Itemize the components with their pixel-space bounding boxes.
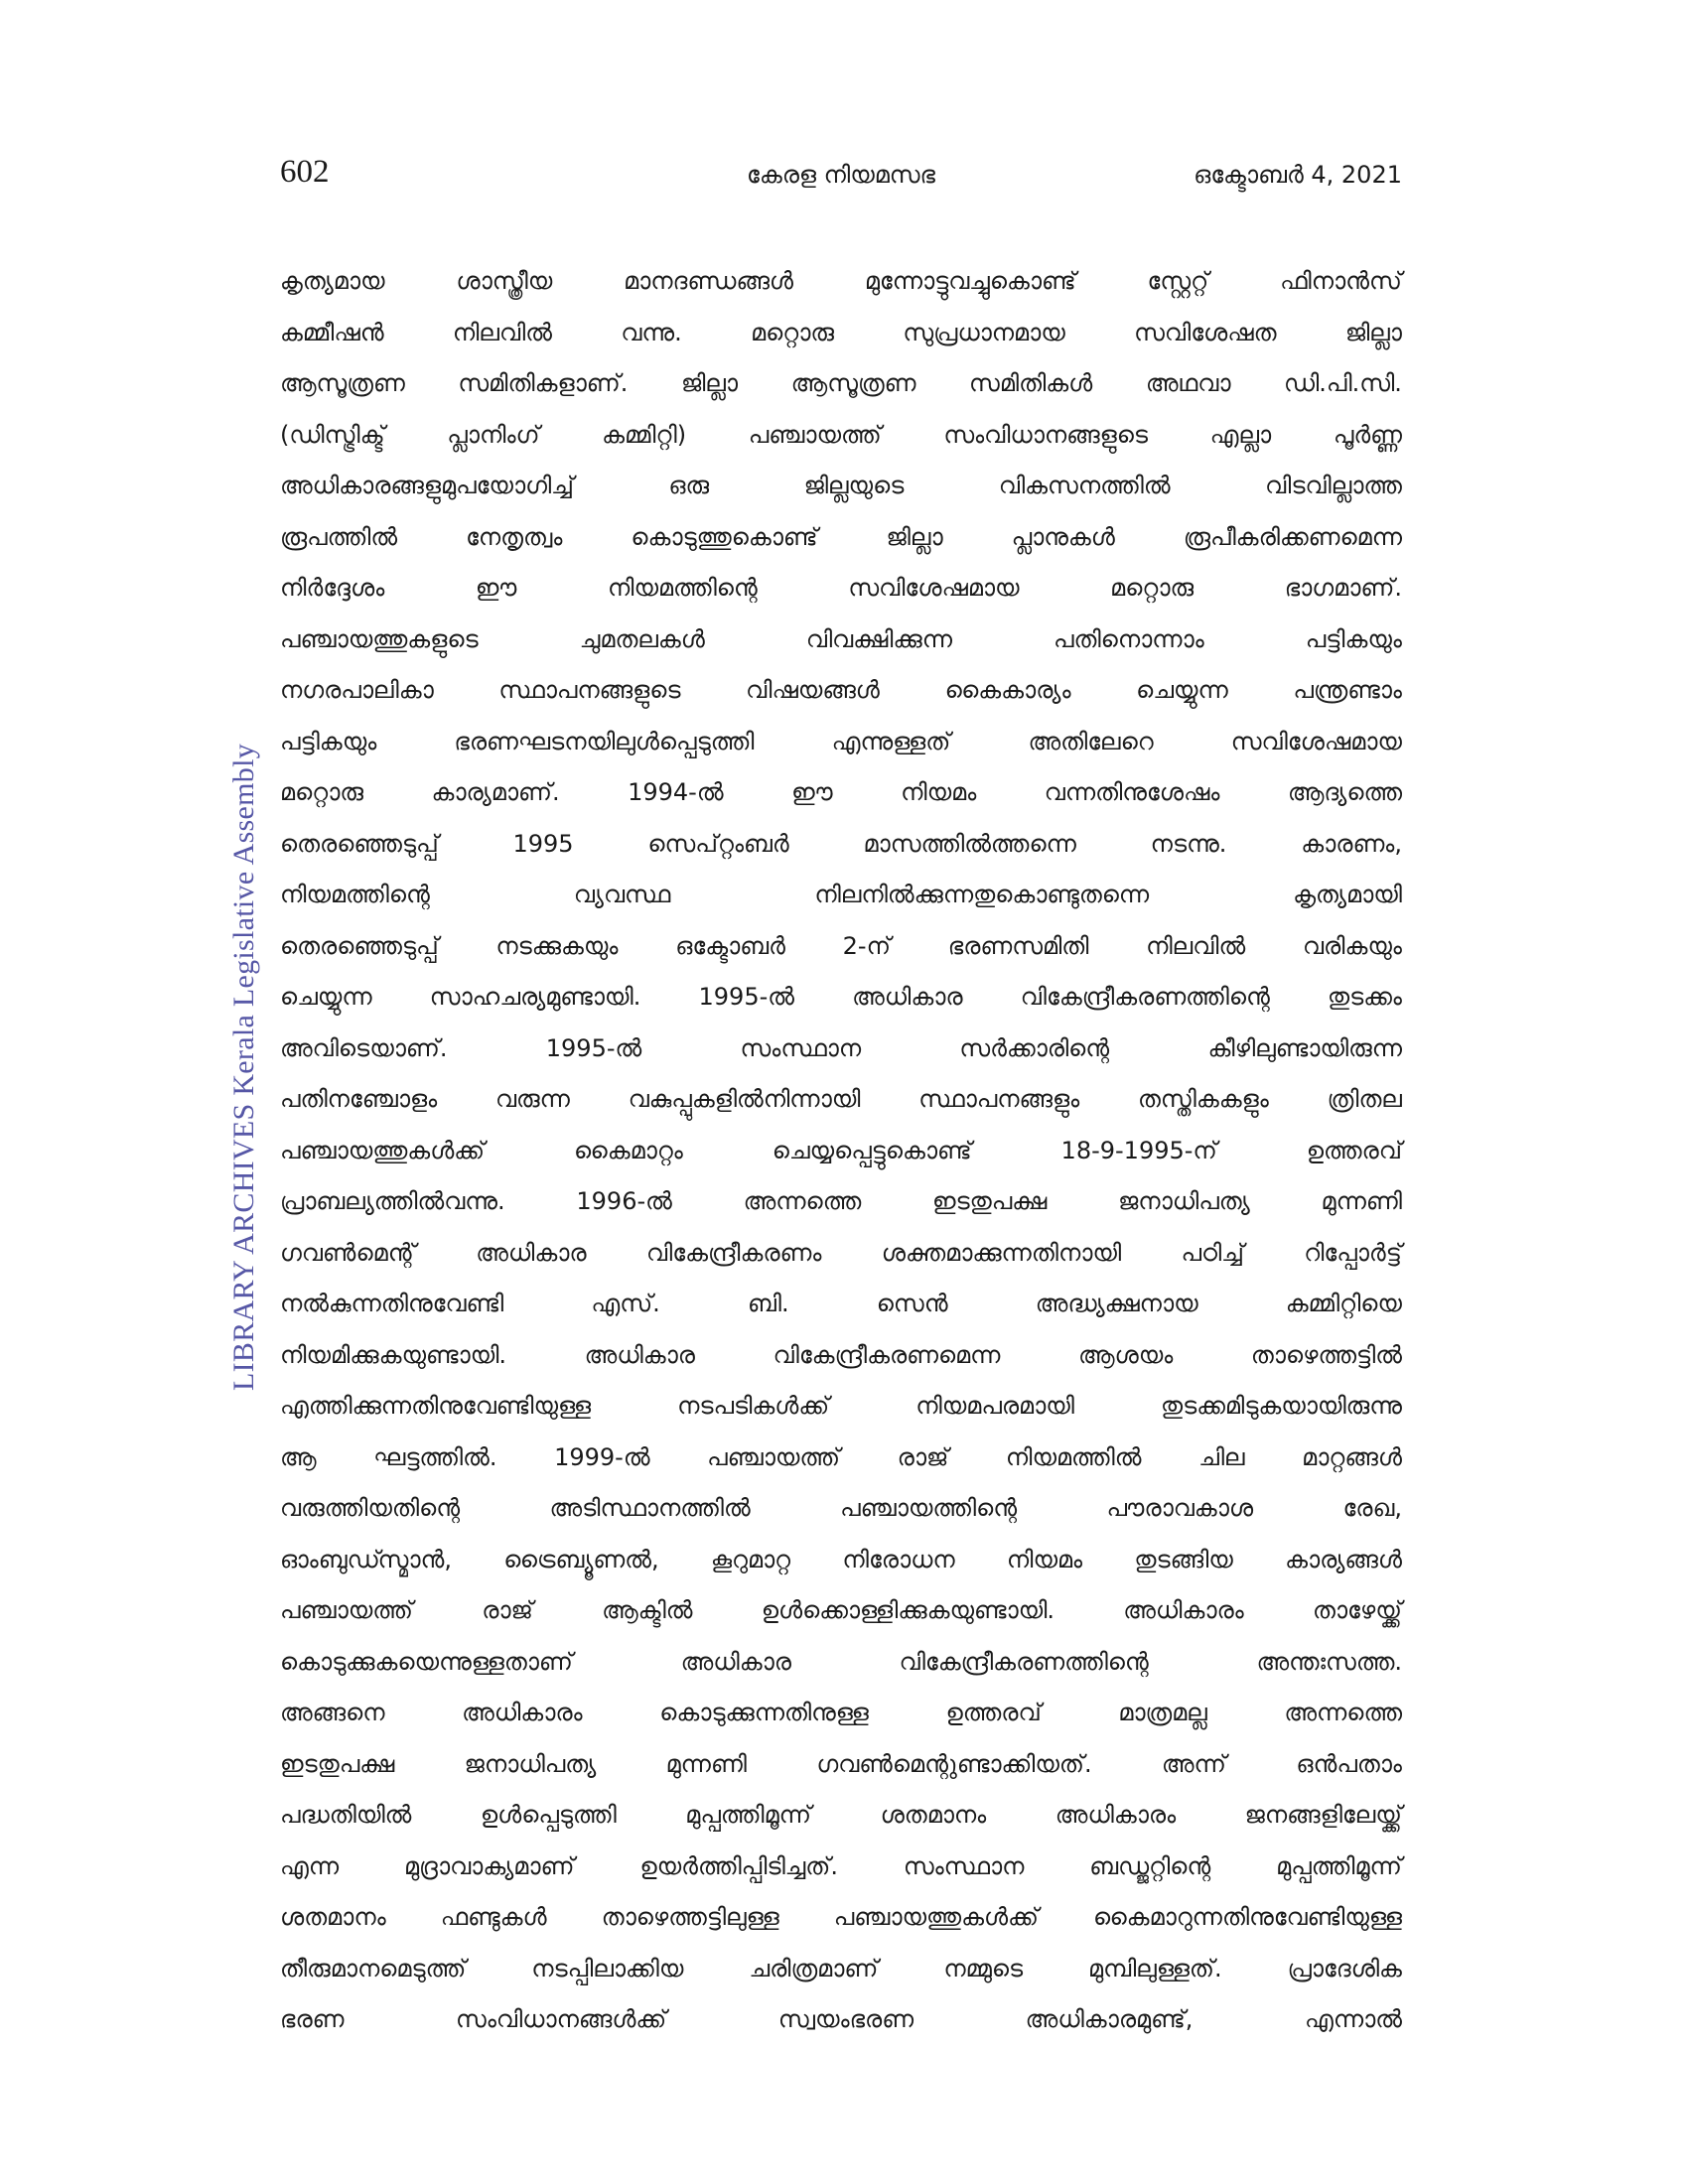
- word: തുടക്കമിടുകയായിരുന്നു: [1161, 1392, 1402, 1420]
- word: കമ്മിറ്റി): [602, 420, 687, 449]
- word: 1995-ൽ: [545, 1033, 642, 1062]
- word: ഭരണഘടനയിലുൾപ്പെടുത്തി: [454, 727, 755, 755]
- word: നടപടികൾക്ക്: [677, 1392, 830, 1420]
- word: 1999-ൽ: [554, 1442, 650, 1471]
- word: പട്ടികയും: [280, 727, 377, 755]
- word: കൊടുത്തുകൊണ്ട്: [631, 522, 818, 551]
- word: നടക്കുകയും: [495, 931, 619, 960]
- word: കാര്യങ്ങൾ: [1285, 1545, 1402, 1573]
- word: അന്ന്: [1161, 1749, 1226, 1778]
- word: നഗരപാലികാ: [280, 676, 434, 704]
- word: തുടങ്ങിയ: [1134, 1545, 1233, 1573]
- word: നിലവിൽ: [1146, 931, 1246, 960]
- word: മുദ്രാവാക്യമാണ്: [403, 1851, 575, 1880]
- text-line: [280, 1126, 1402, 1177]
- word: പതിനഞ്ചോളം: [280, 1085, 438, 1113]
- word: ചെയ്യുന്ന: [1136, 676, 1228, 704]
- word: നിർദ്ദേശം: [280, 574, 385, 602]
- word: പ്രാദേശിക: [1287, 1954, 1402, 1982]
- word: തീരുമാനമെടുത്ത്: [280, 1954, 467, 1982]
- word: ജനാധിപത്യ: [464, 1749, 597, 1778]
- text-line: [280, 308, 1402, 359]
- text-line: [280, 512, 1402, 564]
- word: കൃത്യമായ: [280, 267, 385, 295]
- word: ഘട്ടത്തിൽ.: [373, 1442, 497, 1471]
- word: ജില്ലാ: [886, 522, 943, 551]
- word: ചില: [1198, 1442, 1245, 1471]
- word: പഞ്ചായത്തുകളുടെ: [280, 624, 479, 653]
- text-line: [280, 1637, 1402, 1689]
- word: പഞ്ചായത്തുകൾക്ക്: [280, 1136, 486, 1164]
- word: ഇടതുപക്ഷ: [932, 1187, 1048, 1215]
- word: താഴെത്തട്ടിൽ: [1250, 1340, 1402, 1369]
- word: അധികാരങ്ങളുമുപയോഗിച്ച്: [280, 472, 574, 499]
- word: ഒക്ടോബർ: [675, 931, 785, 960]
- word: നിലനിൽക്കുന്നതുകൊണ്ടുതന്നെ: [814, 881, 1150, 908]
- word: 1995: [512, 829, 574, 858]
- word: അന്നത്തെ: [743, 1187, 862, 1215]
- word: നിരോധന: [842, 1545, 955, 1573]
- word: മാസത്തിൽത്തന്നെ: [863, 829, 1076, 858]
- word: ചെയ്യപ്പെട്ടുകൊണ്ട്: [772, 1136, 972, 1164]
- word: രാജ്: [482, 1596, 533, 1624]
- word: മുന്നണി: [665, 1749, 748, 1778]
- word: നിയമപരമായി: [915, 1392, 1075, 1420]
- text-line: [280, 870, 1402, 921]
- word: വിടവില്ലാത്ത: [1265, 472, 1402, 499]
- word: സ്റ്റേറ്റ്: [1147, 267, 1209, 295]
- text-line: [280, 819, 1402, 871]
- word: സ്ഥാപനങ്ങളുടെ: [498, 676, 681, 704]
- word: പഞ്ചായത്തിന്റെ: [840, 1494, 1018, 1522]
- word: നിയമിക്കുകയുണ്ടായി.: [280, 1340, 507, 1369]
- text-line: [280, 767, 1402, 819]
- word: കൈമാറ്റം: [574, 1136, 683, 1164]
- text-line: [280, 1024, 1402, 1075]
- word: സമിതികളാണ്.: [458, 369, 629, 397]
- word: ഉയർത്തിപ്പിടിച്ചത്.: [639, 1851, 838, 1880]
- word: പഠിച്ച്: [1181, 1238, 1244, 1267]
- word: സാഹചര്യമുണ്ടായി.: [429, 983, 641, 1011]
- word: കമ്മീഷൻ: [280, 318, 384, 346]
- word: ആ: [280, 1442, 317, 1471]
- word: തസ്തികകളും: [1138, 1085, 1269, 1113]
- word: സമിതികൾ: [969, 369, 1093, 397]
- word: രേഖ,: [1342, 1494, 1402, 1522]
- word: അധികാര: [852, 983, 963, 1011]
- word: വികേന്ദ്രീകരണത്തിന്റെ: [899, 1647, 1149, 1676]
- word: അധികാര: [584, 1340, 695, 1369]
- word: ചരിത്രമാണ്: [749, 1954, 879, 1982]
- word: ഭാഗമാണ്.: [1284, 574, 1402, 602]
- word: കൈമാറുന്നതിനുവേണ്ടിയുള്ള: [1092, 1903, 1402, 1931]
- text-line: [280, 717, 1402, 768]
- text-line: [280, 1433, 1402, 1484]
- word: 1996-ൽ: [576, 1187, 672, 1215]
- word: ശാസ്ത്രീയ: [456, 267, 553, 295]
- word: താഴേയ്ക്ക്: [1313, 1596, 1402, 1624]
- word: അധികാരം: [1055, 1801, 1177, 1829]
- word: മറ്റൊരു: [751, 318, 835, 346]
- archive-watermark: LIBRARY ARCHIVES Kerala Legislative Assembly: [227, 743, 260, 1392]
- word: പഞ്ചായത്ത്: [707, 1442, 841, 1471]
- word: (ഡിസ്ട്രിക്ട്: [280, 420, 385, 449]
- word: താഴെത്തട്ടിലുള്ള: [601, 1903, 779, 1931]
- word: മുമ്പിലുള്ളത്.: [1088, 1954, 1222, 1982]
- word: ത്രിതല: [1327, 1085, 1402, 1113]
- word: ജനാധിപത്യ: [1118, 1187, 1250, 1215]
- word: പഞ്ചായത്തുകൾക്ക്: [833, 1903, 1039, 1931]
- body-text: [280, 256, 1402, 2046]
- text-line: [280, 1994, 1402, 2046]
- word: ബി.: [747, 1290, 789, 1317]
- word: ആസൂത്രണ: [790, 369, 916, 397]
- word: മുപ്പത്തിമൂന്ന്: [685, 1801, 812, 1829]
- text-line: [280, 1585, 1402, 1637]
- word: ജില്ലയുടെ: [803, 472, 905, 499]
- word: ഉൾക്കൊള്ളിക്കുകയുണ്ടായി.: [761, 1596, 1055, 1624]
- text-line: [280, 1688, 1402, 1739]
- word: രൂപീകരിക്കണമെന്ന: [1183, 522, 1402, 551]
- word: എസ്.: [591, 1290, 660, 1317]
- text-line: [280, 1228, 1402, 1280]
- text-line: [280, 1330, 1402, 1382]
- word: എത്തിക്കുന്നതിനുവേണ്ടിയുള്ള: [280, 1392, 592, 1420]
- word: മറ്റൊരു: [280, 778, 363, 806]
- word: വികേന്ദ്രീകരണത്തിന്റെ: [1020, 983, 1270, 1011]
- word: കൈകാര്യം: [944, 676, 1071, 704]
- text-line: [280, 256, 1402, 308]
- word: പട്ടികയും: [1305, 624, 1402, 653]
- word: തെരഞ്ഞെടുപ്പ്: [280, 931, 439, 960]
- word: വിഷയങ്ങൾ: [746, 676, 880, 704]
- word: കൂറുമാറ്റ: [710, 1545, 791, 1573]
- word: നടപ്പിലാക്കിയ: [531, 1954, 684, 1982]
- word: സുപ്രധാനമായ: [903, 318, 1065, 346]
- word: നിയമം: [901, 778, 977, 806]
- word: മാറ്റങ്ങൾ: [1302, 1442, 1402, 1471]
- word: കാരണം,: [1301, 829, 1402, 858]
- word: വന്നതിനുശേഷം: [1044, 778, 1220, 806]
- word: പദ്ധതിയിൽ: [280, 1801, 412, 1829]
- word: കൊടുക്കുന്നതിനുള്ള: [659, 1699, 869, 1726]
- text-line: [280, 1074, 1402, 1126]
- word: പഞ്ചായത്ത്: [748, 420, 882, 449]
- word: എന്ന: [280, 1851, 340, 1880]
- word: മാനദണ്ഡങ്ങൾ: [624, 267, 794, 295]
- word: സെപ്റ്റംബർ: [647, 829, 789, 858]
- word: സെൻ: [876, 1290, 948, 1317]
- word: അടിസ്ഥാനത്തിൽ: [549, 1494, 751, 1522]
- word: സവിശേഷമായ: [848, 574, 1020, 602]
- text-line: [280, 1483, 1402, 1535]
- word: തുടക്കം: [1328, 983, 1402, 1011]
- word: വികേന്ദ്രീകരണം: [645, 1238, 822, 1267]
- word: ഗവൺമെന്റുണ്ടാക്കിയത്.: [816, 1749, 1092, 1778]
- text-line: [280, 1790, 1402, 1842]
- word: സ്ഥാപനങ്ങളും: [918, 1085, 1080, 1113]
- word: സവിശേഷമായ: [1230, 727, 1402, 755]
- word: പ്ലാനുകൾ: [1011, 522, 1115, 551]
- word: ഗവൺമെന്റ്: [280, 1238, 416, 1267]
- text-line: [280, 1842, 1402, 1893]
- text-line: [280, 921, 1402, 973]
- word: അധികാര: [476, 1238, 587, 1267]
- running-title: കേരള നിയമസഭ: [746, 161, 936, 189]
- word: നിയമത്തിന്റെ: [280, 881, 430, 908]
- text-line: [280, 1279, 1402, 1330]
- word: പൂർണ്ണ: [1333, 420, 1402, 449]
- word: ശതമാനം: [880, 1801, 987, 1829]
- word: വന്നു.: [621, 318, 682, 346]
- word: സംസ്ഥാന: [903, 1851, 1025, 1880]
- word: മുന്നണി: [1321, 1187, 1402, 1215]
- word: സർക്കാരിന്റെ: [959, 1033, 1110, 1062]
- word: റിപ്പോർട്ട്: [1304, 1238, 1402, 1267]
- word: അഥവാ: [1145, 369, 1231, 397]
- word: പന്ത്രണ്ടാം: [1293, 676, 1402, 704]
- text-line: [280, 1944, 1402, 1995]
- word: നടന്നു.: [1150, 829, 1227, 858]
- text-line: [280, 1176, 1402, 1228]
- text-line: [280, 972, 1402, 1024]
- word: നിലവിൽ: [452, 318, 552, 346]
- word: 18-9-1995-ന്: [1060, 1136, 1217, 1164]
- word: മറ്റൊരു: [1110, 574, 1195, 602]
- word: നിയമത്തിൽ: [1005, 1442, 1142, 1471]
- word: ശതമാനം: [280, 1903, 386, 1931]
- word: ജില്ലാ: [1344, 318, 1402, 346]
- text-line: [280, 665, 1402, 717]
- word: മുപ്പത്തിമൂന്ന്: [1276, 1851, 1402, 1880]
- text-line: [280, 1535, 1402, 1586]
- word: പതിനൊന്നാം: [1054, 624, 1204, 653]
- word: മുന്നോട്ടുവച്ചുകൊണ്ട്: [864, 267, 1076, 295]
- word: കൃത്യമായി: [1293, 881, 1402, 908]
- word: ഈ: [475, 574, 517, 602]
- word: ഓംബുഡ്സ്മാൻ,: [280, 1545, 452, 1573]
- word: വികേന്ദ്രീകരണമെന്ന: [773, 1340, 1001, 1369]
- word: സംവിധാനങ്ങൾക്ക്: [456, 2005, 667, 2033]
- word: വ്യവസ്ഥ: [573, 881, 671, 908]
- word: പ്രാബല്യത്തിൽവന്നു.: [280, 1187, 505, 1215]
- page-header: [280, 149, 1402, 199]
- word: ജനങ്ങളിലേയ്ക്ക്: [1244, 1801, 1402, 1829]
- word: അന്തഃസത്ത.: [1256, 1647, 1402, 1676]
- word: വരുത്തിയതിന്റെ: [280, 1494, 461, 1522]
- word: എല്ലാ: [1209, 420, 1272, 449]
- word: അധികാരം: [462, 1699, 583, 1726]
- word: കാര്യമാണ്.: [431, 778, 560, 806]
- word: രാജ്: [897, 1442, 949, 1471]
- text-line: [280, 358, 1402, 410]
- word: 2-ന്: [842, 931, 892, 960]
- word: രൂപത്തിൽ: [280, 522, 398, 551]
- word: ആസൂത്രണ: [280, 369, 405, 397]
- word: മാത്രമല്ല: [1118, 1699, 1207, 1726]
- text-line: [280, 563, 1402, 614]
- word: സവിശേഷത: [1134, 318, 1277, 346]
- word: വകുപ്പുകളിൽനിന്നായി: [628, 1085, 861, 1113]
- word: ഫണ്ടുകൾ: [440, 1903, 547, 1931]
- word: വരികയും: [1302, 931, 1402, 960]
- word: ആദ്യത്തെ: [1287, 778, 1402, 806]
- text-line: [280, 614, 1402, 666]
- word: ഈ: [791, 778, 833, 806]
- word: സംസ്ഥാന: [740, 1033, 862, 1062]
- word: അധികാര: [680, 1647, 791, 1676]
- word: ഭരണസമിതി: [947, 931, 1089, 960]
- word: ശക്തമാക്കുന്നതിനായി: [881, 1238, 1122, 1267]
- word: ഡി.പി.സി.: [1284, 369, 1402, 397]
- text-line: [280, 461, 1402, 512]
- page-date: ഒക്ടോബർ 4, 2021: [1194, 161, 1402, 189]
- word: ഫിനാൻസ്: [1280, 267, 1402, 295]
- word: ഭരണ: [280, 2005, 345, 2033]
- word: ഇടതുപക്ഷ: [280, 1749, 395, 1778]
- word: തെരഞ്ഞെടുപ്പ്: [280, 829, 439, 858]
- word: അന്നത്തെ: [1284, 1699, 1402, 1726]
- word: കീഴിലുണ്ടായിരുന്ന: [1207, 1033, 1402, 1062]
- word: നിയമത്തിന്റെ: [607, 574, 758, 602]
- word: അതിലേറെ: [1028, 727, 1154, 755]
- word: പൗരാവകാശ: [1106, 1494, 1254, 1522]
- word: അവിടെയാണ്.: [280, 1033, 448, 1062]
- word: 1995-ൽ: [698, 983, 794, 1011]
- word: കമ്മിറ്റിയെ: [1285, 1290, 1402, 1317]
- word: ട്രൈബ്യൂണൽ,: [503, 1545, 659, 1573]
- text-line: [280, 1739, 1402, 1791]
- word: വിവക്ഷിക്കുന്ന: [805, 624, 952, 653]
- word: സംവിധാനങ്ങളുടെ: [943, 420, 1148, 449]
- word: അദ്ധ്യക്ഷനായ: [1035, 1290, 1198, 1317]
- word: ആക്ടിൽ: [602, 1596, 693, 1624]
- word: ഉത്തരവ്: [1306, 1136, 1402, 1164]
- page-number: 602: [280, 154, 330, 190]
- word: വികസനത്തിൽ: [998, 472, 1171, 499]
- word: ചുമതലകൾ: [579, 624, 705, 653]
- word: ഉൾപ്പെടുത്തി: [480, 1801, 617, 1829]
- text-line: [280, 410, 1402, 462]
- word: നേതൃത്വം: [466, 522, 563, 551]
- word: അങ്ങനെ: [280, 1699, 385, 1726]
- word: അധികാരം: [1123, 1596, 1244, 1624]
- text-line: [280, 1381, 1402, 1433]
- word: ഒരു: [668, 472, 710, 499]
- word: 1994-ൽ: [628, 778, 724, 806]
- word: ഒൻപതാം: [1296, 1749, 1402, 1778]
- word: ആശയം: [1078, 1340, 1174, 1369]
- word: ജില്ലാ: [680, 369, 739, 397]
- word: കൊടുക്കുകയെന്നുള്ളതാണ്: [280, 1647, 573, 1676]
- word: അധികാരമുണ്ട്,: [1025, 2005, 1194, 2033]
- word: നൽകുന്നതിനുവേണ്ടി: [280, 1290, 504, 1317]
- word: ബഡ്ജറ്റിന്റെ: [1089, 1851, 1211, 1880]
- word: എന്നുള്ളത്: [831, 727, 951, 755]
- word: നിയമം: [1006, 1545, 1083, 1573]
- word: ഉത്തരവ്: [945, 1699, 1042, 1726]
- word: നമ്മുടെ: [943, 1954, 1024, 1982]
- word: വരുന്ന: [494, 1085, 570, 1113]
- word: ചെയ്യുന്ന: [280, 983, 372, 1011]
- word: പഞ്ചായത്ത്: [280, 1596, 413, 1624]
- word: എന്നാൽ: [1304, 2005, 1402, 2033]
- word: പ്ലാനിംഗ്: [447, 420, 540, 449]
- text-line: [280, 1892, 1402, 1944]
- word: സ്വയംഭരണ: [777, 2005, 914, 2033]
